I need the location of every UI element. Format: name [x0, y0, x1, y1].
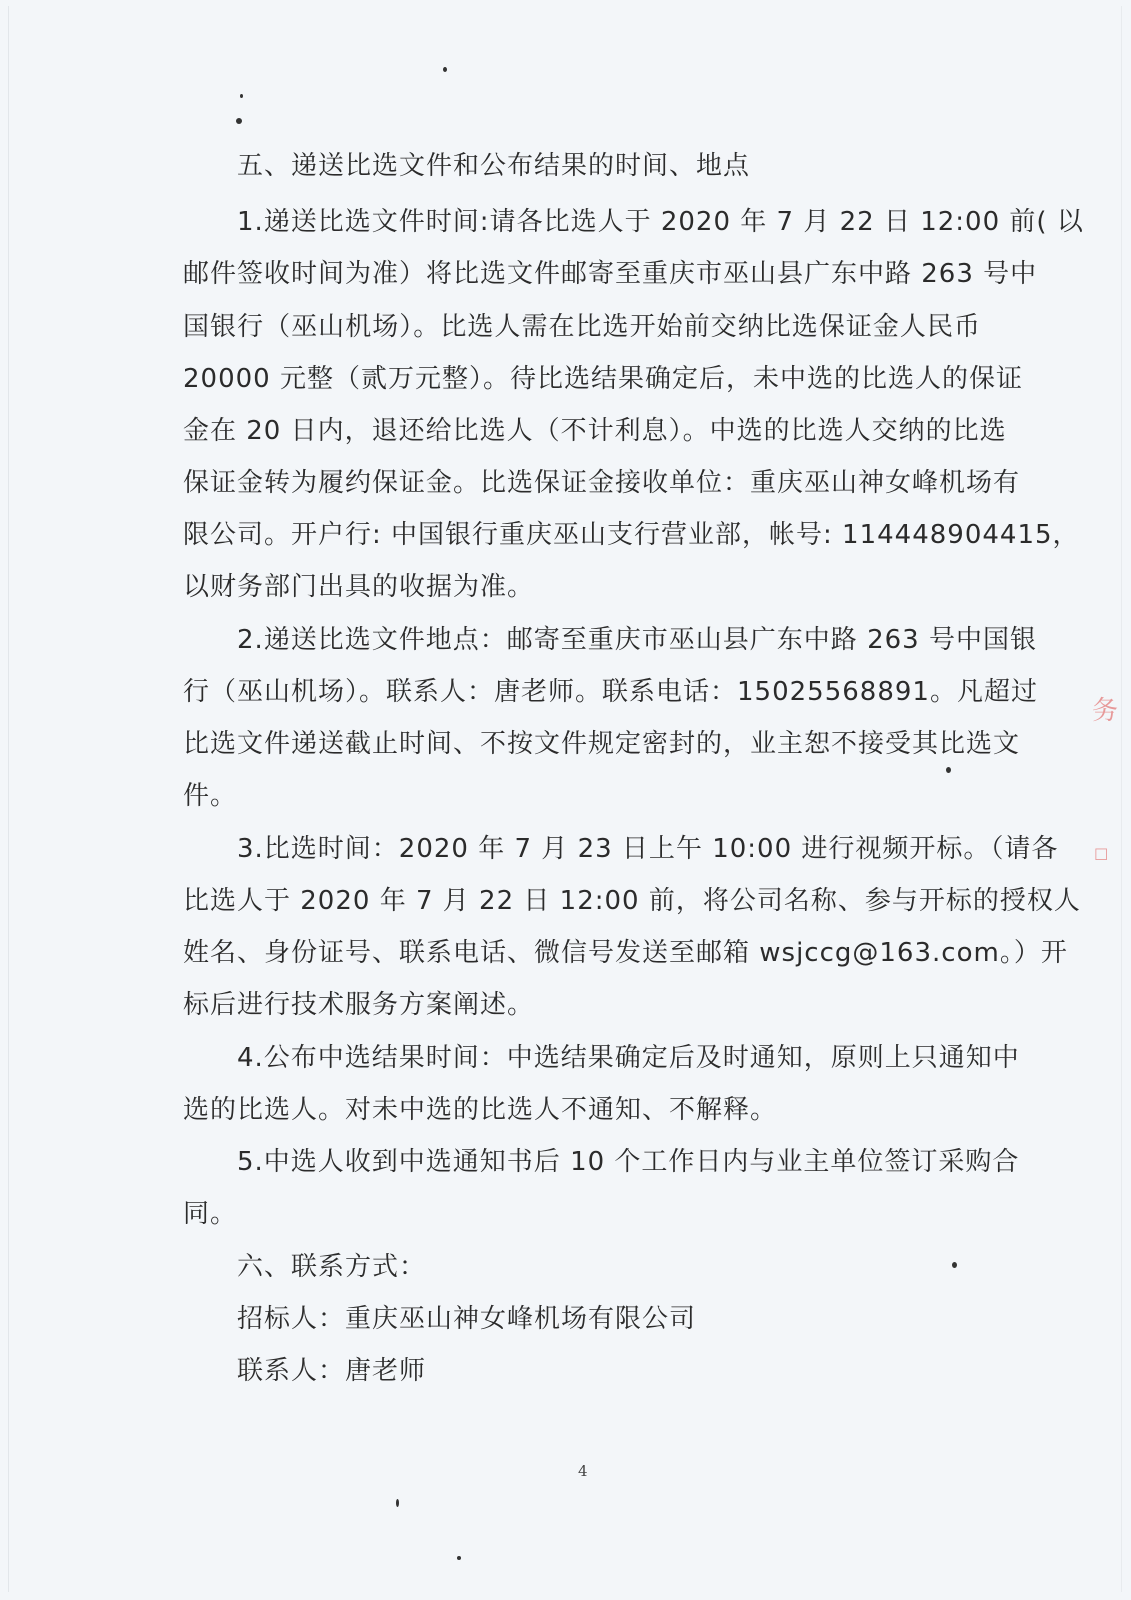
paragraph-line: 3.比选时间：2020 年 7 月 23 日上午 10:00 进行视频开标。（请各: [237, 834, 1059, 864]
scan-edge: [8, 6, 1122, 1592]
scan-speck: [457, 1556, 461, 1560]
paragraph-line: 标后进行技术服务方案阐述。: [183, 990, 535, 1020]
stamp-fragment: 务: [1092, 696, 1119, 726]
paragraph-line: 限公司。开户行: 中国银行重庆巫山支行营业部，帐号: 114448904415，: [183, 520, 1080, 550]
section-heading: 五、递送比选文件和公布结果的时间、地点: [237, 151, 751, 181]
contact-line: 联系人：唐老师: [237, 1356, 427, 1386]
paragraph-line: 比选人于 2020 年 7 月 22 日 12:00 前，将公司名称、参与开标的授权人: [183, 886, 1081, 916]
scan-speck: [952, 1262, 957, 1268]
stamp-fragment: ☐: [1094, 845, 1109, 864]
scan-speck: [240, 94, 243, 98]
page-number: 4: [578, 1462, 588, 1480]
paragraph-line: 金在 20 日内，退还给比选人（不计利息）。中选的比选人交纳的比选: [183, 416, 1007, 446]
scan-speck: [443, 67, 447, 72]
paragraph-line: 件。: [183, 781, 238, 811]
scan-speck: [946, 767, 951, 773]
paragraph-line: 以财务部门出具的收据为准。: [183, 572, 535, 602]
paragraph-line: 国银行（巫山机场）。比选人需在比选开始前交纳比选保证金人民币: [183, 312, 981, 342]
contact-line: 招标人：重庆巫山神女峰机场有限公司: [237, 1304, 697, 1334]
paragraph-line: 2.递送比选文件地点：邮寄至重庆市巫山县广东中路 263 号中国银: [237, 625, 1037, 655]
paragraph-line: 1.递送比选文件时间:请各比选人于 2020 年 7 月 22 日 12:00 前( 以: [237, 207, 1084, 237]
paragraph-line: 邮件签收时间为准）将比选文件邮寄至重庆市巫山县广东中路 263 号中: [183, 259, 1038, 289]
paragraph-line: 比选文件递送截止时间、不按文件规定密封的，业主恕不接受其比选文: [183, 729, 1021, 759]
paragraph-line: 5.中选人收到中选通知书后 10 个工作日内与业主单位签订采购合: [237, 1147, 1020, 1177]
section-heading: 六、联系方式：: [237, 1252, 427, 1282]
scan-speck: [236, 118, 242, 124]
paragraph-line: 同。: [183, 1199, 238, 1229]
paragraph-line: 20000 元整（贰万元整）。待比选结果确定后，未中选的比选人的保证: [183, 364, 1023, 394]
paragraph-line: 选的比选人。对未中选的比选人不通知、不解释。: [183, 1095, 778, 1125]
paragraph-line: 保证金转为履约保证金。比选保证金接收单位：重庆巫山神女峰机场有: [183, 468, 1021, 498]
paragraph-line: 行（巫山机场）。联系人：唐老师。联系电话：15025568891。凡超过: [183, 677, 1038, 707]
paragraph-line: 4.公布中选结果时间：中选结果确定后及时通知，原则上只通知中: [237, 1043, 1020, 1073]
paragraph-line: 姓名、身份证号、联系电话、微信号发送至邮箱 wsjccg@163.com。）开: [183, 938, 1068, 968]
scan-speck: [396, 1499, 399, 1507]
